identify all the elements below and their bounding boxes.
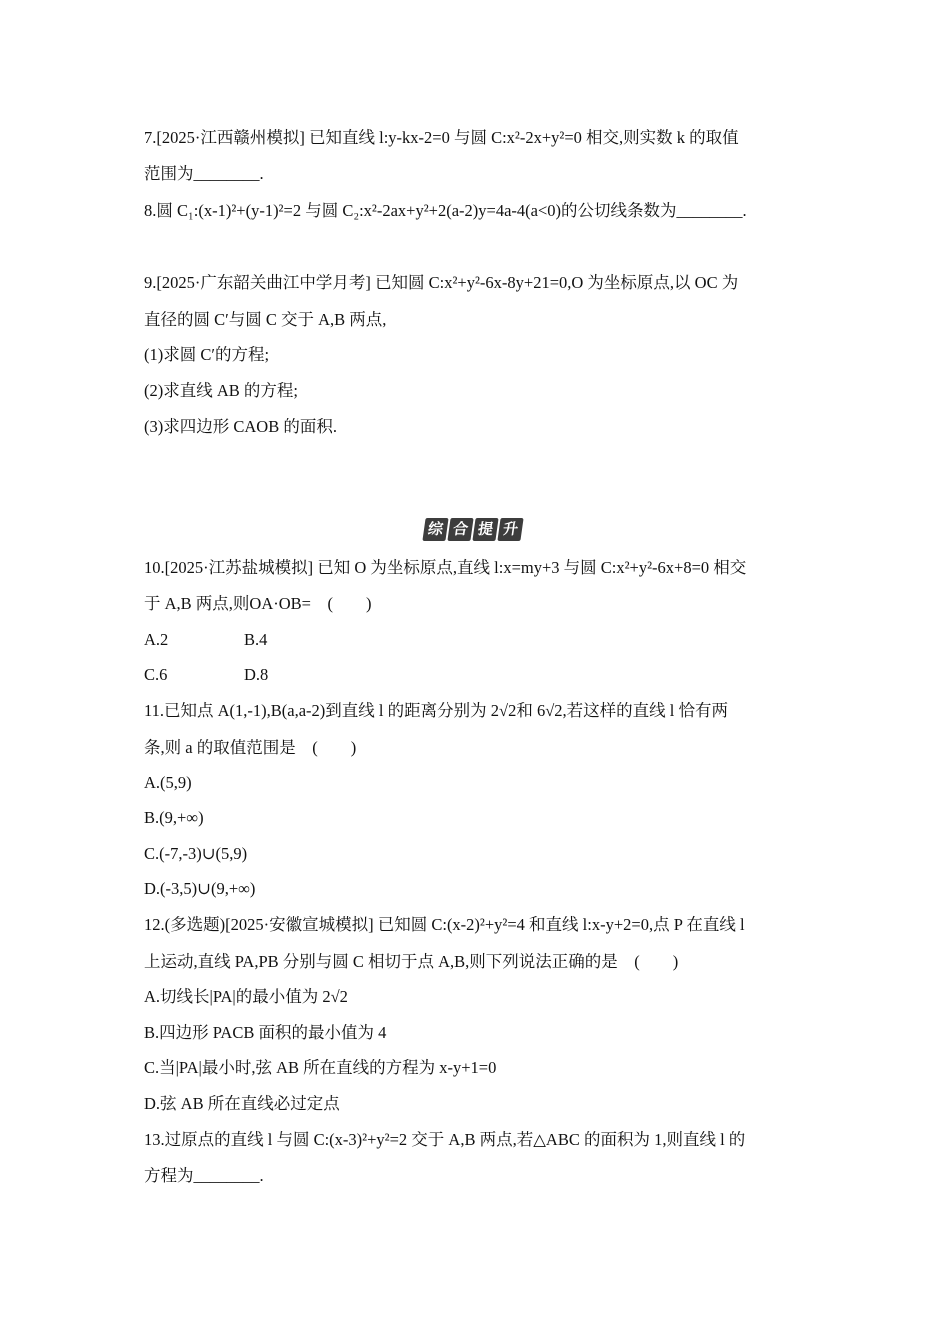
q11-line-1: 11.已知点 A(1,-1),B(a,a-2)到直线 l 的距离分别为 2√2和 6√2,若这样的直线 l 恰有两 bbox=[144, 701, 728, 720]
section-heading-char-3: 提 bbox=[472, 518, 498, 541]
section-heading-char-1: 综 bbox=[422, 518, 448, 541]
q11-option-b: B.(9,+∞) bbox=[144, 808, 204, 827]
section-heading-char-4: 升 bbox=[497, 518, 523, 541]
q12-option-c: C.当|PA|最小时,弦 AB 所在直线的方程为 x-y+1=0 bbox=[144, 1058, 497, 1077]
q10-option-b: B.4 bbox=[244, 630, 268, 649]
q9-part-1: (1)求圆 C′的方程; bbox=[144, 345, 270, 364]
q11-option-d: D.(-3,5)∪(9,+∞) bbox=[144, 879, 256, 898]
q9-line-1: 9.[2025·广东韶关曲江中学月考] 已知圆 C:x²+y²-6x-8y+21=0,O 为坐标原点,以 OC 为 bbox=[144, 273, 739, 292]
q9-line-2: 直径的圆 C′与圆 C 交于 A,B 两点, bbox=[144, 310, 387, 329]
q9-part-3: (3)求四边形 CAOB 的面积. bbox=[144, 417, 337, 436]
q13-line-1: 13.过原点的直线 l 与圆 C:(x-3)²+y²=2 交于 A,B 两点,若△ABC 的面积为 1,则直线 l 的 bbox=[144, 1130, 746, 1149]
section-heading bbox=[424, 518, 522, 542]
q7-line-2: 范围为________. bbox=[144, 164, 264, 183]
q13-line-2: 方程为________. bbox=[144, 1166, 264, 1185]
q10-option-c: C.6 bbox=[144, 665, 168, 684]
q10-line-2: 于 A,B 两点,则OA·OB= ( ) bbox=[144, 594, 372, 613]
section-heading-char-2: 合 bbox=[447, 518, 473, 541]
q9-part-2: (2)求直线 AB 的方程; bbox=[144, 381, 298, 400]
q7-line-1: 7.[2025·江西赣州模拟] 已知直线 l:y-kx-2=0 与圆 C:x²-2x+y²=0 相交,则实数 k 的取值 bbox=[144, 128, 739, 147]
q8-line-1: 8.圆 C₁:(x-1)²+(y-1)²=2 与圆 C₂:x²-2ax+y²+2(a-2)y=4a-4(a<0)的公切线条数为________. bbox=[144, 201, 747, 220]
q11-option-a: A.(5,9) bbox=[144, 773, 192, 792]
q12-option-d: D.弦 AB 所在直线必过定点 bbox=[144, 1094, 340, 1113]
q12-option-b: B.四边形 PACB 面积的最小值为 4 bbox=[144, 1023, 387, 1042]
q10-option-a: A.2 bbox=[144, 630, 169, 649]
q10-line-1: 10.[2025·江苏盐城模拟] 已知 O 为坐标原点,直线 l:x=my+3 与圆 C:x²+y²-6x+8=0 相交 bbox=[144, 558, 747, 577]
q11-option-c: C.(-7,-3)∪(5,9) bbox=[144, 844, 248, 863]
q10-option-d: D.8 bbox=[244, 665, 269, 684]
q12-line-1: 12.(多选题)[2025·安徽宣城模拟] 已知圆 C:(x-2)²+y²=4 和直线 l:x-y+2=0,点 P 在直线 l bbox=[144, 915, 745, 934]
q11-line-2: 条,则 a 的取值范围是 ( ) bbox=[144, 738, 357, 757]
q12-line-2: 上运动,直线 PA,PB 分别与圆 C 相切于点 A,B,则下列说法正确的是 ( ) bbox=[144, 952, 679, 971]
q12-option-a: A.切线长|PA|的最小值为 2√2 bbox=[144, 987, 348, 1006]
